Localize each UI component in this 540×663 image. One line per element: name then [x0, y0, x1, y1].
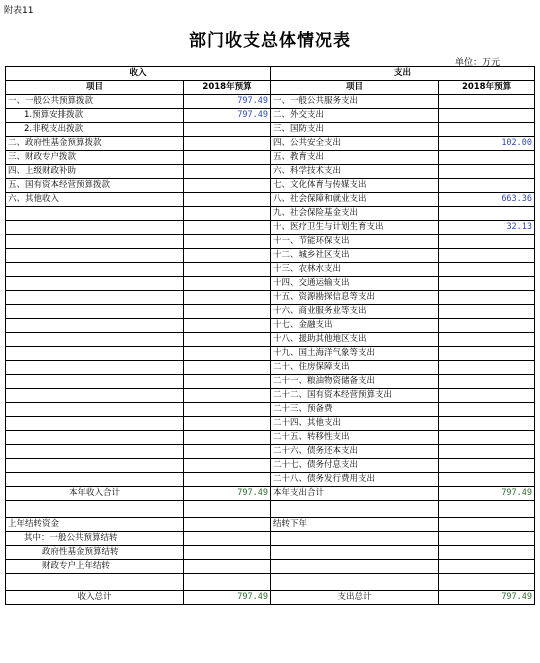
income-value	[184, 459, 271, 473]
carryover-label: 上年结转资金	[6, 518, 184, 532]
expense-budget-header: 2018年预算	[439, 81, 535, 95]
income-item-header: 项目	[6, 81, 184, 95]
expense-item: 八、社会保障和就业支出	[271, 193, 439, 207]
expense-item: 二十五、转移性支出	[271, 431, 439, 445]
expense-item: 十五、资源勘探信息等支出	[271, 291, 439, 305]
income-value	[184, 403, 271, 417]
income-value: 797.49	[184, 95, 271, 109]
income-value	[184, 319, 271, 333]
empty-cell	[439, 532, 535, 546]
special-carryover-label: 财政专户上年结转	[6, 560, 184, 574]
expense-value	[439, 291, 535, 305]
income-item	[6, 417, 184, 431]
income-item: 四、上级财政补助	[6, 165, 184, 179]
income-item: 五、国有资本经营预算拨款	[6, 179, 184, 193]
income-value	[184, 347, 271, 361]
expense-value	[439, 459, 535, 473]
unit-label: 单位：万元	[454, 58, 500, 68]
expense-value	[439, 431, 535, 445]
expense-grand-total-label: 支出总计	[271, 591, 439, 605]
expense-value	[439, 361, 535, 375]
income-item	[6, 361, 184, 375]
empty-cell	[184, 546, 271, 560]
table-row	[6, 532, 535, 546]
income-year-total-label: 本年收入合计	[6, 487, 184, 501]
income-item: 一、一般公共预算拨款	[6, 95, 184, 109]
empty-cell	[184, 518, 271, 532]
table-row	[6, 403, 535, 417]
expense-value	[439, 403, 535, 417]
table-row	[6, 333, 535, 347]
income-value	[184, 417, 271, 431]
expense-item: 二十二、国有资本经营预算支出	[271, 389, 439, 403]
income-value	[184, 445, 271, 459]
expense-value	[439, 179, 535, 193]
expense-item: 十六、商业服务业等支出	[271, 305, 439, 319]
income-value	[184, 235, 271, 249]
table-row	[6, 95, 535, 109]
expense-item: 十二、城乡社区支出	[271, 249, 439, 263]
expense-value	[439, 445, 535, 459]
expense-value	[439, 249, 535, 263]
table-row	[6, 501, 535, 518]
empty-cell	[271, 574, 439, 591]
table-row	[6, 291, 535, 305]
table-row	[6, 151, 535, 165]
expense-item: 十三、农林水支出	[271, 263, 439, 277]
income-value	[184, 193, 271, 207]
income-item	[6, 459, 184, 473]
income-value	[184, 291, 271, 305]
expense-year-total-value: 797.49	[439, 487, 535, 501]
income-item	[6, 277, 184, 291]
expense-value: 32.13	[439, 221, 535, 235]
expense-value	[439, 207, 535, 221]
income-item	[6, 431, 184, 445]
income-value	[184, 249, 271, 263]
income-item	[6, 473, 184, 487]
income-item	[6, 375, 184, 389]
income-value	[184, 165, 271, 179]
table-row	[6, 591, 535, 605]
income-item	[6, 389, 184, 403]
expense-value	[439, 109, 535, 123]
income-item	[6, 445, 184, 459]
empty-cell	[184, 560, 271, 574]
table-row	[6, 347, 535, 361]
income-item	[6, 263, 184, 277]
expense-item-header: 项目	[271, 81, 439, 95]
expense-value: 102.00	[439, 137, 535, 151]
table-row	[6, 165, 535, 179]
expense-item: 二十八、债务发行费用支出	[271, 473, 439, 487]
expense-value	[439, 473, 535, 487]
income-value	[184, 473, 271, 487]
table-row	[6, 249, 535, 263]
empty-cell	[6, 574, 184, 591]
income-item	[6, 403, 184, 417]
expense-item: 二十六、债务还本支出	[271, 445, 439, 459]
income-item	[6, 221, 184, 235]
empty-cell	[439, 518, 535, 532]
empty-cell	[271, 501, 439, 518]
expense-item: 二、外交支出	[271, 109, 439, 123]
income-item: 六、其他收入	[6, 193, 184, 207]
table-row	[6, 459, 535, 473]
expense-value	[439, 151, 535, 165]
empty-cell	[439, 574, 535, 591]
fund-carryover-label: 政府性基金预算结转	[6, 546, 184, 560]
table-row	[6, 277, 535, 291]
expense-item: 十、医疗卫生与计划生育支出	[271, 221, 439, 235]
expense-item: 十一、节能环保支出	[271, 235, 439, 249]
expense-item: 七、文化体育与传媒支出	[271, 179, 439, 193]
empty-cell	[6, 501, 184, 518]
expense-item: 十四、交通运输支出	[271, 277, 439, 291]
table-row	[6, 431, 535, 445]
table-row	[6, 207, 535, 221]
empty-cell	[184, 532, 271, 546]
expense-item: 四、公共安全支出	[271, 137, 439, 151]
income-value	[184, 277, 271, 291]
income-value	[184, 207, 271, 221]
table-row	[6, 560, 535, 574]
empty-cell	[271, 546, 439, 560]
income-value	[184, 361, 271, 375]
expense-header: 支出	[271, 67, 535, 81]
table-row	[6, 123, 535, 137]
table-row	[6, 487, 535, 501]
expense-value	[439, 123, 535, 137]
table-row	[6, 109, 535, 123]
expense-item: 十八、援助其他地区支出	[271, 333, 439, 347]
expense-item: 九、社会保险基金支出	[271, 207, 439, 221]
income-item	[6, 235, 184, 249]
table-row	[6, 375, 535, 389]
expense-item: 二十四、其他支出	[271, 417, 439, 431]
expense-grand-total-value: 797.49	[439, 591, 535, 605]
expense-value	[439, 389, 535, 403]
table-row	[6, 193, 535, 207]
expense-item: 十七、金融支出	[271, 319, 439, 333]
expense-year-total-label: 本年支出合计	[271, 487, 439, 501]
income-item	[6, 207, 184, 221]
income-grand-total-label: 收入总计	[6, 591, 184, 605]
table-row	[6, 389, 535, 403]
expense-item: 六、科学技术支出	[271, 165, 439, 179]
carryforward-label: 结转下年	[271, 518, 439, 532]
table-row	[6, 574, 535, 591]
expense-value	[439, 95, 535, 109]
income-year-total-value: 797.49	[184, 487, 271, 501]
table-row	[6, 137, 535, 151]
table-row	[6, 445, 535, 459]
table-row	[6, 518, 535, 532]
income-value	[184, 123, 271, 137]
empty-cell	[439, 546, 535, 560]
empty-cell	[439, 501, 535, 518]
expense-value	[439, 375, 535, 389]
expense-value: 663.36	[439, 193, 535, 207]
income-value	[184, 431, 271, 445]
empty-cell	[271, 532, 439, 546]
income-item: 二、政府性基金预算拨款	[6, 137, 184, 151]
expense-value	[439, 305, 535, 319]
empty-cell	[439, 560, 535, 574]
expense-item: 二十七、债务付息支出	[271, 459, 439, 473]
income-item: 2.非税支出拨款	[6, 123, 184, 137]
empty-cell	[271, 560, 439, 574]
income-item	[6, 249, 184, 263]
income-item	[6, 333, 184, 347]
table-row	[6, 417, 535, 431]
income-value	[184, 389, 271, 403]
table-row	[6, 361, 535, 375]
income-value	[184, 333, 271, 347]
income-item	[6, 305, 184, 319]
budget-table	[5, 66, 535, 605]
empty-cell	[184, 574, 271, 591]
income-value: 797.49	[184, 109, 271, 123]
expense-item: 二十、住房保障支出	[271, 361, 439, 375]
table-row	[6, 473, 535, 487]
table-row	[6, 263, 535, 277]
income-value	[184, 137, 271, 151]
expense-value	[439, 235, 535, 249]
table-row	[6, 235, 535, 249]
income-item	[6, 347, 184, 361]
expense-item: 二十一、粮油物资储备支出	[271, 375, 439, 389]
table-row	[6, 305, 535, 319]
income-grand-total-value: 797.49	[184, 591, 271, 605]
expense-item: 二十三、预备费	[271, 403, 439, 417]
table-row	[6, 179, 535, 193]
expense-value	[439, 347, 535, 361]
expense-value	[439, 417, 535, 431]
table-row	[6, 319, 535, 333]
page-title: 部门收支总体情况表	[189, 31, 351, 51]
empty-cell	[184, 501, 271, 518]
income-value	[184, 151, 271, 165]
income-item	[6, 319, 184, 333]
general-carryover-label: 其中：一般公共预算结转	[6, 532, 184, 546]
expense-item: 一、一般公共服务支出	[271, 95, 439, 109]
expense-item: 三、国防支出	[271, 123, 439, 137]
income-value	[184, 305, 271, 319]
income-header: 收入	[6, 67, 271, 81]
expense-item: 五、教育支出	[271, 151, 439, 165]
expense-item: 十九、国土海洋气象等支出	[271, 347, 439, 361]
income-item	[6, 291, 184, 305]
appendix-label: 附表11	[4, 6, 34, 16]
income-item: 1.预算安排拨款	[6, 109, 184, 123]
expense-value	[439, 333, 535, 347]
income-item: 三、财政专户拨款	[6, 151, 184, 165]
expense-value	[439, 165, 535, 179]
table-row	[6, 546, 535, 560]
income-value	[184, 221, 271, 235]
income-value	[184, 179, 271, 193]
expense-value	[439, 319, 535, 333]
income-budget-header: 2018年预算	[184, 81, 271, 95]
income-value	[184, 375, 271, 389]
table-row	[6, 221, 535, 235]
expense-value	[439, 277, 535, 291]
expense-value	[439, 263, 535, 277]
income-value	[184, 263, 271, 277]
